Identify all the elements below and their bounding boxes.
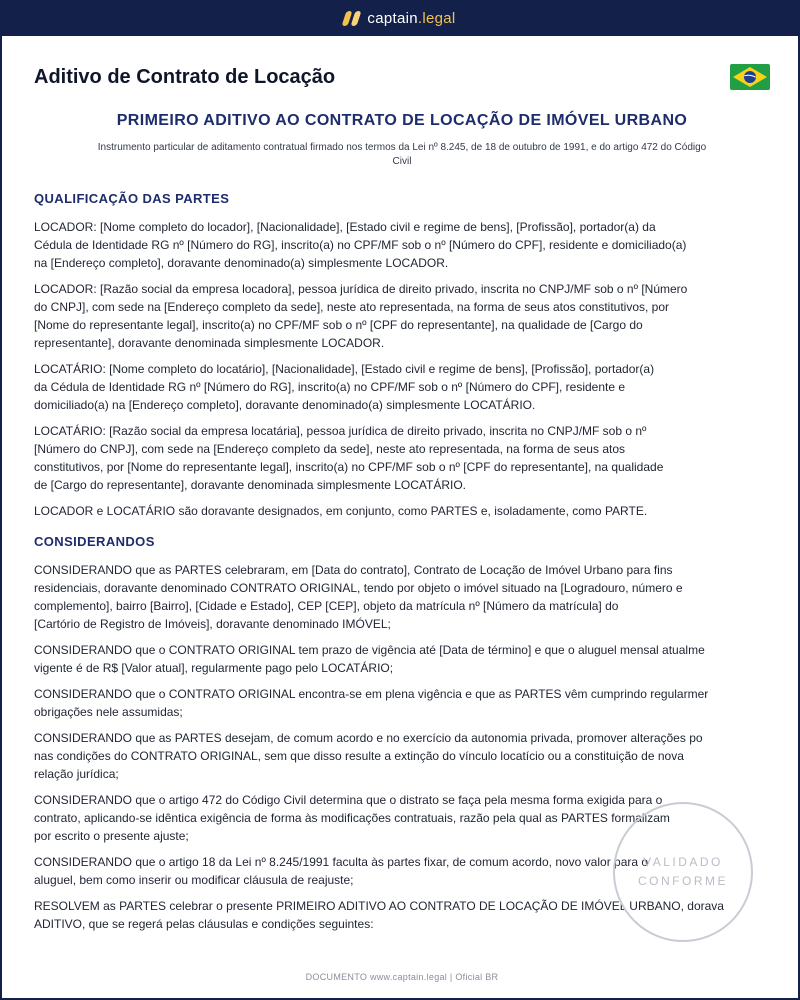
paragraph-line: representante], doravante denominada simplesmente LOCADOR.: [34, 336, 385, 350]
paragraph-line: na [Endereço completo], doravante denominado(a) simplesmente LOCADOR.: [34, 256, 449, 270]
paragraph-line: relação jurídica;: [34, 767, 119, 781]
paragraph-line: RESOLVEM as PARTES celebrar o presente PRIMEIRO ADITIVO AO CONTRATO DE LOCAÇÃO DE IMÓVEL URBANO, dorava: [34, 899, 724, 913]
paragraph-line: CONSIDERANDO que as PARTES desejam, de comum acordo e no exercício da autonomia privada, promover alterações po: [34, 731, 703, 745]
paragraph-line: residenciais, doravante denominado CONTRATO ORIGINAL, tendo por objeto o imóvel situado na [Logradouro, número e: [34, 581, 683, 595]
brand-name: captain.legal: [367, 9, 456, 27]
stamp-line: CONFORME: [638, 874, 728, 888]
paragraph-line: CONSIDERANDO que o CONTRATO ORIGINAL encontra-se em plena vigência e que as PARTES vêm cumprindo regularmer: [34, 687, 709, 701]
paragraph-line: complemento], bairro [Bairro], [Cidade e Estado], CEP [CEP], objeto da matrícula nº [Número da matrícula] do: [34, 599, 619, 613]
paragraph-line: Cédula de Identidade RG nº [Número do RG], inscrito(a) no CPF/MF sob o nº [Número do CPF], residente e domiciliado(a): [34, 238, 687, 252]
brazil-flag-icon: [730, 64, 770, 90]
section-title: CONSIDERANDOS: [34, 534, 155, 549]
contract-heading: PRIMEIRO ADITIVO AO CONTRATO DE LOCAÇÃO DE IMÓVEL URBANO: [116, 112, 688, 129]
paragraph-line: LOCADOR: [Nome completo do locador], [Nacionalidade], [Estado civil e regime de bens], [Profissão], portador(a) da: [34, 220, 656, 234]
paragraph-line: do CNPJ], com sede na [Endereço completo da sede], neste ato representada, na forma de seus atos constitutivos, por: [34, 300, 670, 314]
paragraph-line: [Cartório de Registro de Imóveis], doravante denominado IMÓVEL;: [34, 617, 391, 631]
section-title: QUALIFICAÇÃO DAS PARTES: [34, 191, 230, 206]
document-frame: [0, 36, 800, 1000]
paragraph: [34, 685, 770, 721]
paragraph-line: constitutivos, por [Nome do representante legal], inscrito(a) no CPF/MF sob o nº [CPF do representante], na qualidade: [34, 460, 664, 474]
paragraph-line: aluguel, bem como inserir ou modificar cláusula de reajuste;: [34, 873, 354, 887]
paragraph-line: por escrito o presente ajuste;: [34, 829, 189, 843]
paragraph-line: contrato, aplicando-se idêntica exigência de forma às modificações contratuais, razão pela qual as PARTES formalizam: [34, 811, 670, 825]
paragraph-line: obrigações nele assumidas;: [34, 705, 183, 719]
paragraph-line: CONSIDERANDO que o artigo 18 da Lei nº 8.245/1991 faculta às partes fixar, de comum acordo, novo valor para o: [34, 855, 649, 869]
paragraph: [34, 502, 770, 520]
paragraph-line: CONSIDERANDO que as PARTES celebraram, em [Data do contrato], Contrato de Locação de Imóvel Urbano para fins: [34, 563, 673, 577]
paragraph: [34, 218, 770, 272]
paragraph-line: domiciliado(a) na [Endereço completo], doravante denominado(a) simplesmente LOCATÁRIO.: [34, 398, 536, 412]
paragraph: [34, 729, 770, 783]
paragraph-line: LOCADOR: [Razão social da empresa locadora], pessoa jurídica de direito privado, inscrita no CNPJ/MF sob o nº [Número: [34, 282, 688, 296]
brand[interactable]: [344, 10, 455, 27]
paragraph-line: nas condições do CONTRATO ORIGINAL, sem que disso resulte a extinção do vínculo locatício ou a constituição de nova: [34, 749, 684, 763]
paragraph-line: CONSIDERANDO que o artigo 472 do Código Civil determina que o distrato se faça pela mesma forma exigida para o: [34, 793, 663, 807]
paragraph-line: de [Cargo do representante], doravante denominada simplesmente LOCATÁRIO.: [34, 478, 467, 492]
paragraph: [34, 422, 770, 494]
paragraph: [34, 641, 770, 677]
top-bar: [0, 0, 800, 36]
validation-stamp: [613, 802, 753, 942]
document-title: Aditivo de Contrato de Locação: [34, 66, 336, 88]
paragraph-line: ADITIVO, que se regerá pelas cláusulas e condições seguintes:: [34, 917, 374, 931]
paragraph: [34, 561, 770, 633]
paragraph: [34, 360, 770, 414]
paragraph-line: LOCATÁRIO: [Nome completo do locatário], [Nacionalidade], [Estado civil e regime de bens], [Profissão], portador(a): [34, 362, 655, 376]
paragraph-line: [Número do CNPJ], com sede na [Endereço completo da sede], neste ato representada, na forma de seus atos: [34, 442, 625, 456]
section: [34, 191, 770, 520]
stamp-line: VALIDADO: [643, 855, 723, 869]
paragraph-line: CONSIDERANDO que o CONTRATO ORIGINAL tem prazo de vigência até [Data de término] e que o aluguel mensal atualme: [34, 643, 705, 657]
captain-legal-logo-icon: [344, 11, 359, 26]
contract-subheading: Instrumento particular de aditamento contratual firmado nos termos da Lei nº 8.245, de 18 de outubro de 1991, e do artigo 472 do Código Civil: [97, 142, 707, 167]
paragraph-line: da Cédula de Identidade RG nº [Número do RG], inscrito(a) no CPF/MF sob o nº [Número do CPF], residente e: [34, 380, 626, 394]
paragraph-line: [Nome do representante legal], inscrito(a) no CPF/MF sob o nº [CPF do representante], na qualidade de [Cargo do: [34, 318, 643, 332]
paragraph-line: LOCADOR e LOCATÁRIO são doravante designados, em conjunto, como PARTES e, isoladamente, como PARTE.: [34, 504, 648, 518]
paragraph-line: vigente é de R$ [Valor atual], regularmente pago pelo LOCATÁRIO;: [34, 661, 394, 675]
paragraph: [34, 280, 770, 352]
document-footer: DOCUMENTO www.captain.legal | Oficial BR: [305, 972, 499, 982]
paragraph-line: LOCATÁRIO: [Razão social da empresa locatária], pessoa jurídica de direito privado, inscrita no CNPJ/MF sob o nº: [34, 424, 647, 438]
